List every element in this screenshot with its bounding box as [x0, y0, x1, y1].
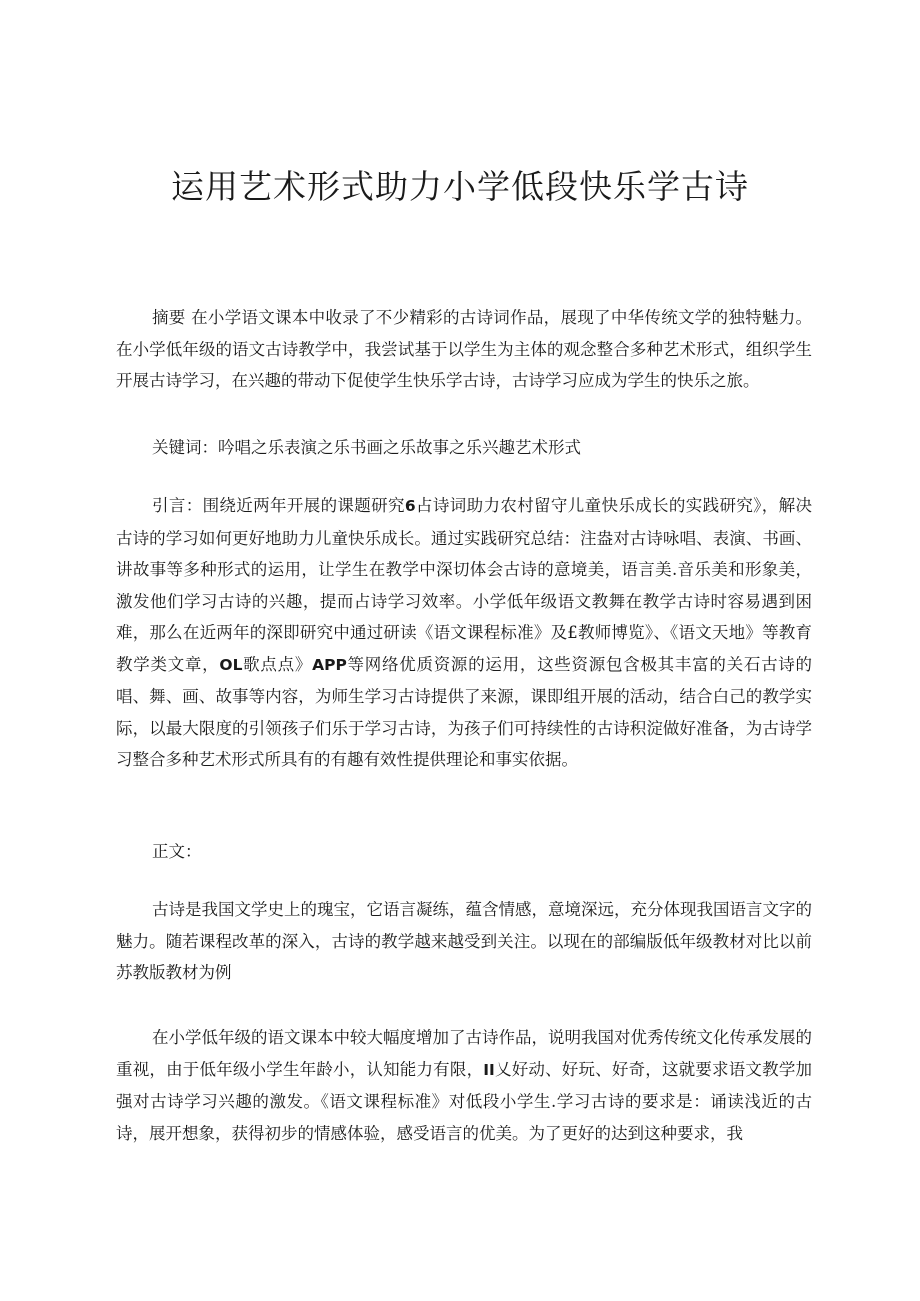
- body2-bold-1: II: [483, 1060, 495, 1079]
- main-text-heading: 正文：: [152, 842, 202, 861]
- document-title: 运用艺术形式助力小学低段快乐学古诗: [171, 167, 749, 206]
- intro-bold-2: OL: [219, 655, 243, 674]
- body-paragraph-2: [116, 1022, 812, 1149]
- abstract-text: 在小学语文课本中收录了不少精彩的古诗词作品，展现了中华传统文学的独特魅力。在小学低年级的语文古诗教学中，我尝试基于以学生为主体的观念整合多种艺术形式，组织学生开展古诗学习，在兴趣的带动下促使学生快乐学古诗，古诗学习应成为学生的快乐之旅。: [116, 308, 812, 390]
- intro-bold-1: 6: [404, 497, 416, 515]
- body-paragraph-1: 古诗是我国文学史上的瑰宝，它语言凝练，蕴含情感，意境深远，充分体现我国语言文字的魅力。随若课程改革的深入，古诗的教学越来越受到关注。以现在的部编版低年级教材对比以前苏教版教材为例: [116, 900, 812, 982]
- intro-text-2: 占诗词助力农村留守儿童快乐成长的实践研究》，解决古诗的学习如何更好地助力儿童快乐成长。通过实践研究总结：注盎对古诗咏唱、表演、书画、讲故事等多种形式的运用，让学生在教学中深切体会古诗的意境美，语言美.音乐美和形象美，激发他们学习古诗的兴趣，提而占诗学习效率。小学低年级语文教舞在教学古诗时容易遇到困难，那么在近两年的深即研究中通过研读《语文课程标准》及£教师博览》、《语文天地》等教育教学类文章，: [116, 496, 813, 674]
- body2-text-2: 乂好动、好玩、好奇，这就要求语文教学加强对古诗学习兴趣的激发。《语文课程标准》对低段小学生.学习古诗的要求是：诵读浅近的古诗，展开想象，获得初步的情感体验，感受语言的优美。为了更好的达到这种要求，我: [116, 1059, 813, 1143]
- keywords-text: 吟唱之乐表演之乐书画之乐故事之乐兴趣艺术形式: [218, 438, 581, 457]
- abstract-paragraph: [116, 302, 812, 397]
- intro-paragraph: [116, 490, 812, 776]
- body2-text-1: 在小学低年级的语文课本中较大幅度增加了古诗作品，说明我国对优秀传统文化传承发展的重视，由于低年级小学生年龄小，认知能力有限，: [116, 1028, 812, 1079]
- abstract-label: 摘要: [152, 308, 186, 327]
- intro-bold-3: APP: [312, 655, 347, 674]
- intro-text-4: 等网络优质资源的运用，这些资源包含极其丰富的关石古诗的唱、舞、画、故事等内容，为师生学习古诗提供了来源，课即组开展的活动，结合白己的教学实际，以最大限度的引领孩子们乐于学习古诗，为孩子们可持续性的古诗积淀做好准备，为古诗学习整合多种艺术形式所具有的有趣有效性提供理论和事实依据。: [116, 654, 813, 769]
- keywords-label: 关键词：: [152, 438, 218, 457]
- keywords-paragraph: [116, 432, 812, 464]
- intro-text-3: 歌点点》: [242, 654, 313, 674]
- intro-text-1: 引言：围绕近两年开展的课题研究: [152, 496, 405, 515]
